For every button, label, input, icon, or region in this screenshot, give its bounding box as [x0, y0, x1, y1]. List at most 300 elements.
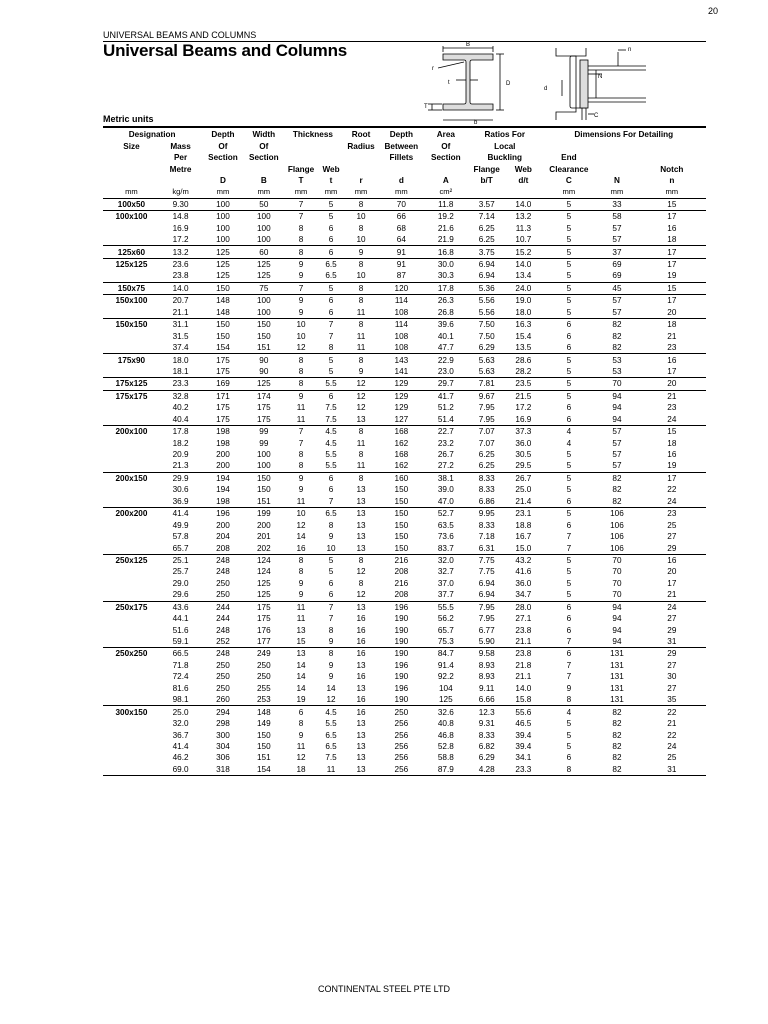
value-cell: 6.86 — [478, 496, 495, 506]
value-cell: 6 — [566, 753, 572, 763]
value-cell: 20 — [638, 378, 706, 390]
value-cell: 6.77 — [478, 625, 495, 635]
value-cell: 14.8 — [160, 211, 201, 223]
value-cell: 10 — [356, 235, 366, 245]
value-cell: 154 — [245, 764, 283, 776]
designation-cell — [103, 729, 160, 740]
value-cell: 5.90 — [478, 637, 495, 647]
running-header: UNIVERSAL BEAMS AND COLUMNS — [103, 30, 257, 40]
table-row — [103, 211, 706, 223]
value-cell: 5 — [328, 366, 334, 376]
value-cell: 81.6 — [172, 683, 189, 693]
header-cell — [160, 175, 201, 186]
value-cell: 5.56 — [468, 295, 505, 307]
value-cell: 148 — [201, 295, 244, 307]
table-row — [103, 729, 706, 740]
value-cell: 16 — [356, 672, 366, 682]
value-cell: 6 — [319, 472, 343, 484]
table-header-row — [103, 163, 706, 174]
value-cell: 90 — [245, 354, 283, 366]
value-cell: 40.1 — [437, 331, 454, 341]
value-cell: 5 — [566, 271, 572, 281]
value-cell: 38.1 — [424, 472, 468, 484]
header-cell: Root — [351, 130, 371, 140]
value-cell: 13 — [356, 496, 366, 506]
table-row — [103, 198, 706, 210]
value-cell: 20 — [667, 307, 677, 317]
value-cell: 17.2 — [515, 403, 532, 413]
value-cell: 31.1 — [160, 319, 201, 331]
value-cell: 82 — [596, 472, 637, 484]
value-cell: 18.0 — [160, 354, 201, 366]
table-row — [103, 342, 706, 354]
value-cell: 16 — [667, 450, 677, 460]
value-cell: 5.56 — [478, 307, 495, 317]
value-cell: 174 — [245, 390, 283, 402]
value-cell: 6 — [283, 706, 319, 718]
value-cell: 27 — [667, 660, 677, 670]
value-cell: 47.0 — [437, 496, 454, 506]
table-row — [103, 366, 706, 378]
value-cell: 14 — [296, 660, 306, 670]
value-cell: 29 — [667, 625, 677, 635]
value-cell: 150 — [394, 496, 409, 506]
value-cell: 5 — [566, 590, 572, 600]
units-row — [103, 186, 706, 198]
value-cell: 8 — [298, 235, 304, 245]
designation-cell: 150x75 — [103, 282, 160, 294]
designation-cell: 200x200 — [103, 508, 160, 520]
value-cell: 55.5 — [424, 601, 468, 613]
value-cell: 9 — [283, 390, 319, 402]
value-cell: 3.57 — [478, 199, 495, 209]
unit-cell: cm² — [424, 186, 468, 198]
value-cell: 39.0 — [437, 485, 454, 495]
value-cell: 199 — [245, 508, 283, 520]
value-cell: 6.25 — [478, 461, 495, 471]
value-cell: 41.4 — [160, 508, 201, 520]
table-row — [103, 694, 706, 706]
value-cell: 8.93 — [478, 660, 495, 670]
value-cell: 5 — [566, 461, 572, 471]
value-cell: 150 — [394, 532, 409, 542]
value-cell: 198 — [201, 425, 244, 437]
value-cell: 196 — [379, 601, 423, 613]
value-cell: 21.3 — [172, 461, 189, 471]
value-cell: 99 — [259, 438, 269, 448]
table-row — [103, 270, 706, 282]
header-cell — [343, 163, 379, 174]
value-cell: 71.8 — [172, 660, 189, 670]
value-cell: 31 — [638, 764, 706, 776]
table-row — [103, 764, 706, 776]
value-cell: 5.36 — [468, 282, 505, 294]
value-cell: 7.50 — [478, 331, 495, 341]
value-cell: 8 — [343, 319, 379, 331]
value-cell: 25.0 — [160, 706, 201, 718]
value-cell: 11 — [356, 331, 366, 341]
value-cell: 9 — [343, 246, 379, 258]
value-cell: 8.33 — [468, 472, 505, 484]
header-cell — [596, 152, 637, 163]
value-cell: 5 — [566, 578, 572, 588]
value-cell: 5 — [541, 295, 596, 307]
value-cell: 12 — [356, 567, 366, 577]
header-cell: Designation — [128, 130, 176, 140]
value-cell: 6 — [328, 307, 334, 317]
value-cell: 196 — [201, 508, 244, 520]
unit-cell: mm — [541, 186, 596, 198]
designation-cell — [103, 542, 160, 554]
value-cell: 8 — [328, 625, 334, 635]
value-cell: 98.1 — [172, 695, 189, 705]
value-cell: 10 — [283, 508, 319, 520]
value-cell: 52.8 — [437, 741, 454, 751]
value-cell: 8 — [343, 282, 379, 294]
value-cell: 9 — [328, 660, 334, 670]
value-cell: 57.8 — [172, 532, 189, 542]
designation-cell — [103, 636, 160, 648]
value-cell: 28.6 — [505, 354, 541, 366]
header-cell — [638, 140, 706, 151]
value-cell: 216 — [379, 554, 423, 566]
value-cell: 5 — [541, 508, 596, 520]
value-cell: 10 — [356, 271, 366, 281]
value-cell: 69 — [612, 271, 622, 281]
value-cell: 7 — [566, 543, 572, 553]
value-cell: 17 — [638, 472, 706, 484]
designation-cell — [103, 718, 160, 729]
dim-b: b — [474, 120, 478, 126]
value-cell: 69 — [596, 258, 637, 270]
value-cell: 131 — [610, 672, 624, 682]
header-cell: Size — [123, 141, 140, 151]
table-row — [103, 613, 706, 624]
value-cell: 44.1 — [172, 614, 189, 624]
value-cell: 63.5 — [437, 520, 454, 530]
value-cell: 32.0 — [172, 719, 189, 729]
designation-cell — [103, 671, 160, 682]
value-cell: 124 — [256, 567, 271, 577]
value-cell: 15 — [638, 282, 706, 294]
value-cell: 8 — [343, 425, 379, 437]
value-cell: 100 — [245, 295, 283, 307]
value-cell: 9 — [298, 730, 304, 740]
value-cell: 14 — [326, 683, 336, 693]
designation-cell — [103, 531, 160, 542]
value-cell: 13.5 — [515, 343, 532, 353]
value-cell: 196 — [394, 660, 409, 670]
table-header-row — [103, 129, 706, 140]
value-cell: 41.4 — [172, 741, 189, 751]
header-cell: A — [442, 175, 449, 185]
value-cell: 8 — [343, 258, 379, 270]
value-cell: 5 — [566, 719, 572, 729]
value-cell: 7.95 — [478, 414, 495, 424]
header-cell: N — [614, 175, 620, 185]
value-cell: 12 — [343, 378, 379, 390]
table-row — [103, 566, 706, 577]
value-cell: 70 — [612, 567, 622, 577]
value-cell: 9 — [328, 532, 334, 542]
value-cell: 8 — [566, 695, 572, 705]
value-cell: 24 — [667, 741, 677, 751]
value-cell: 200 — [216, 450, 230, 460]
value-cell: 8 — [358, 578, 364, 588]
value-cell: 17.8 — [160, 425, 201, 437]
value-cell: 248 — [216, 625, 230, 635]
table-row — [103, 648, 706, 660]
value-cell: 29.9 — [160, 472, 201, 484]
value-cell: 23 — [667, 343, 677, 353]
table-top-rule — [103, 126, 706, 128]
value-cell: 100 — [216, 199, 230, 209]
designation-cell: 200x150 — [103, 472, 160, 484]
value-cell: 16 — [296, 543, 306, 553]
value-cell: 4 — [541, 425, 596, 437]
table-row — [103, 460, 706, 472]
value-cell: 129 — [379, 378, 423, 390]
header-cell — [541, 140, 596, 151]
value-cell: 70 — [612, 590, 622, 600]
value-cell: 175 — [216, 366, 230, 376]
table-row — [103, 589, 706, 601]
value-cell: 16 — [356, 637, 366, 647]
designation-cell: 125x60 — [103, 246, 160, 258]
value-cell: 5 — [566, 730, 572, 740]
value-cell: 7.5 — [325, 753, 337, 763]
value-cell: 82 — [612, 741, 622, 751]
value-cell: 5 — [566, 485, 572, 495]
value-cell: 16 — [356, 695, 366, 705]
value-cell: 6.94 — [478, 271, 495, 281]
value-cell: 13 — [356, 485, 366, 495]
value-cell: 168 — [394, 450, 409, 460]
value-cell: 7 — [328, 331, 334, 341]
value-cell: 90 — [259, 366, 269, 376]
value-cell: 12 — [296, 343, 306, 353]
header-cell: Thickness — [292, 130, 333, 140]
table-row — [103, 282, 706, 294]
value-cell: 7.95 — [468, 601, 505, 613]
value-cell: 64 — [396, 235, 406, 245]
value-cell: 7.14 — [468, 211, 505, 223]
value-cell: 6 — [566, 343, 572, 353]
value-cell: 6.5 — [325, 271, 337, 281]
value-cell: 175 — [256, 614, 271, 624]
value-cell: 171 — [201, 390, 244, 402]
header-cell: Mass — [170, 141, 191, 151]
value-cell: 175 — [201, 354, 244, 366]
value-cell: 16 — [667, 223, 677, 233]
value-cell: 114 — [379, 295, 423, 307]
value-cell: 21.1 — [515, 672, 532, 682]
table-row — [103, 402, 706, 413]
value-cell: 10 — [343, 211, 379, 223]
value-cell: 5 — [319, 354, 343, 366]
value-cell: 14.0 — [515, 683, 532, 693]
value-cell: 190 — [394, 637, 409, 647]
value-cell: 16 — [356, 614, 366, 624]
table-row — [103, 484, 706, 495]
value-cell: 16 — [343, 706, 379, 718]
header-cell: Clearance — [549, 164, 589, 174]
value-cell: 150 — [256, 331, 271, 341]
value-cell: 5 — [328, 199, 334, 209]
value-cell: 5 — [541, 246, 596, 258]
value-cell: 9 — [283, 472, 319, 484]
table-row — [103, 601, 706, 613]
beam-section-diagram — [418, 40, 523, 126]
value-cell: 12 — [343, 390, 379, 402]
value-cell: 198 — [216, 496, 230, 506]
value-cell: 6 — [566, 625, 572, 635]
value-cell: 100 — [256, 307, 271, 317]
value-cell: 41.6 — [515, 567, 532, 577]
designation-cell: 250x125 — [103, 554, 160, 566]
value-cell: 4.5 — [319, 425, 343, 437]
value-cell: 150 — [256, 741, 271, 751]
unit-cell: kg/m — [160, 186, 201, 198]
designation-cell — [103, 270, 160, 282]
unit-cell: mm — [379, 186, 423, 198]
value-cell: 58 — [596, 211, 637, 223]
value-cell: 6.5 — [325, 730, 337, 740]
value-cell: 10 — [326, 543, 336, 553]
value-cell: 57 — [612, 438, 622, 448]
value-cell: 7.5 — [325, 414, 337, 424]
header-cell — [201, 163, 244, 174]
table-row — [103, 531, 706, 542]
value-cell: 21.4 — [515, 496, 532, 506]
value-cell: 13.2 — [505, 211, 541, 223]
value-cell: 56.2 — [437, 614, 454, 624]
value-cell: 8 — [283, 378, 319, 390]
table-row — [103, 258, 706, 270]
value-cell: 57 — [612, 307, 622, 317]
value-cell: 5 — [566, 235, 572, 245]
value-cell: 28.0 — [505, 601, 541, 613]
value-cell: 190 — [394, 625, 409, 635]
table-row — [103, 660, 706, 671]
value-cell: 23.8 — [515, 625, 532, 635]
value-cell: 256 — [379, 764, 423, 776]
value-cell: 5 — [566, 450, 572, 460]
value-cell: 26.7 — [505, 472, 541, 484]
header-cell: d — [398, 175, 404, 185]
value-cell: 131 — [610, 683, 624, 693]
value-cell: 36.0 — [515, 438, 532, 448]
value-cell: 150 — [394, 520, 409, 530]
value-cell: 13 — [356, 719, 366, 729]
designation-cell — [103, 234, 160, 246]
value-cell: 18.1 — [172, 366, 189, 376]
value-cell: 28.2 — [515, 366, 532, 376]
designation-cell: 250x175 — [103, 601, 160, 613]
value-cell: 84.7 — [424, 648, 468, 660]
value-cell: 65.7 — [172, 543, 189, 553]
header-cell: b/T — [480, 175, 493, 185]
value-cell: 46.8 — [437, 730, 454, 740]
dim-N: N — [598, 74, 603, 80]
value-cell: 57 — [612, 235, 622, 245]
value-cell: 20 — [667, 567, 677, 577]
value-cell: 20.9 — [172, 450, 189, 460]
value-cell: 3.75 — [468, 246, 505, 258]
value-cell: 8.33 — [478, 730, 495, 740]
table-row — [103, 706, 706, 718]
designation-cell — [103, 449, 160, 460]
header-cell: D — [220, 175, 226, 185]
value-cell: 57 — [612, 461, 622, 471]
value-cell: 9 — [566, 683, 572, 693]
table-row — [103, 246, 706, 258]
value-cell: 36.0 — [515, 578, 532, 588]
value-cell: 35 — [667, 695, 677, 705]
designation-cell — [103, 460, 160, 472]
value-cell: 160 — [379, 472, 423, 484]
table-row — [103, 578, 706, 589]
value-cell: 5 — [541, 282, 596, 294]
value-cell: 250 — [216, 578, 230, 588]
value-cell: 5 — [566, 199, 572, 209]
header-cell: Ratios For — [484, 130, 526, 140]
value-cell: 8.33 — [478, 520, 495, 530]
table-row — [103, 671, 706, 682]
value-cell: 15.4 — [515, 331, 532, 341]
table-row — [103, 414, 706, 426]
value-cell: 106 — [610, 520, 624, 530]
value-cell: 6 — [319, 390, 343, 402]
header-cell: B — [260, 175, 267, 185]
value-cell: 18 — [667, 438, 677, 448]
value-cell: 11 — [319, 764, 343, 776]
value-cell: 104 — [438, 683, 453, 693]
value-cell: 7 — [566, 532, 572, 542]
value-cell: 177 — [256, 637, 271, 647]
value-cell: 49.9 — [172, 520, 189, 530]
value-cell: 18.8 — [515, 520, 532, 530]
designation-cell: 150x150 — [103, 319, 160, 331]
unit-cell — [468, 186, 505, 198]
value-cell: 16 — [638, 354, 706, 366]
value-cell: 249 — [245, 648, 283, 660]
header-cell — [638, 152, 706, 163]
value-cell: 18 — [638, 319, 706, 331]
value-cell: 100 — [201, 211, 244, 223]
table-row — [103, 378, 706, 390]
value-cell: 94 — [612, 614, 622, 624]
value-cell: 91.4 — [437, 660, 454, 670]
value-cell: 66.5 — [160, 648, 201, 660]
value-cell: 4.5 — [325, 438, 337, 448]
unit-cell: mm — [103, 186, 160, 198]
unit-cell: mm — [283, 186, 319, 198]
value-cell: 6.66 — [478, 695, 495, 705]
value-cell: 175 — [256, 403, 271, 413]
metric-units-label: Metric units — [103, 114, 154, 124]
value-cell: 40.4 — [172, 414, 189, 424]
value-cell: 11 — [356, 438, 366, 448]
value-cell: 16 — [343, 648, 379, 660]
value-cell: 23.8 — [505, 648, 541, 660]
value-cell: 27 — [667, 614, 677, 624]
value-cell: 8 — [298, 461, 304, 471]
value-cell: 100 — [256, 450, 271, 460]
value-cell: 175 — [245, 601, 283, 613]
value-cell: 8 — [298, 719, 304, 729]
value-cell: 190 — [379, 648, 423, 660]
